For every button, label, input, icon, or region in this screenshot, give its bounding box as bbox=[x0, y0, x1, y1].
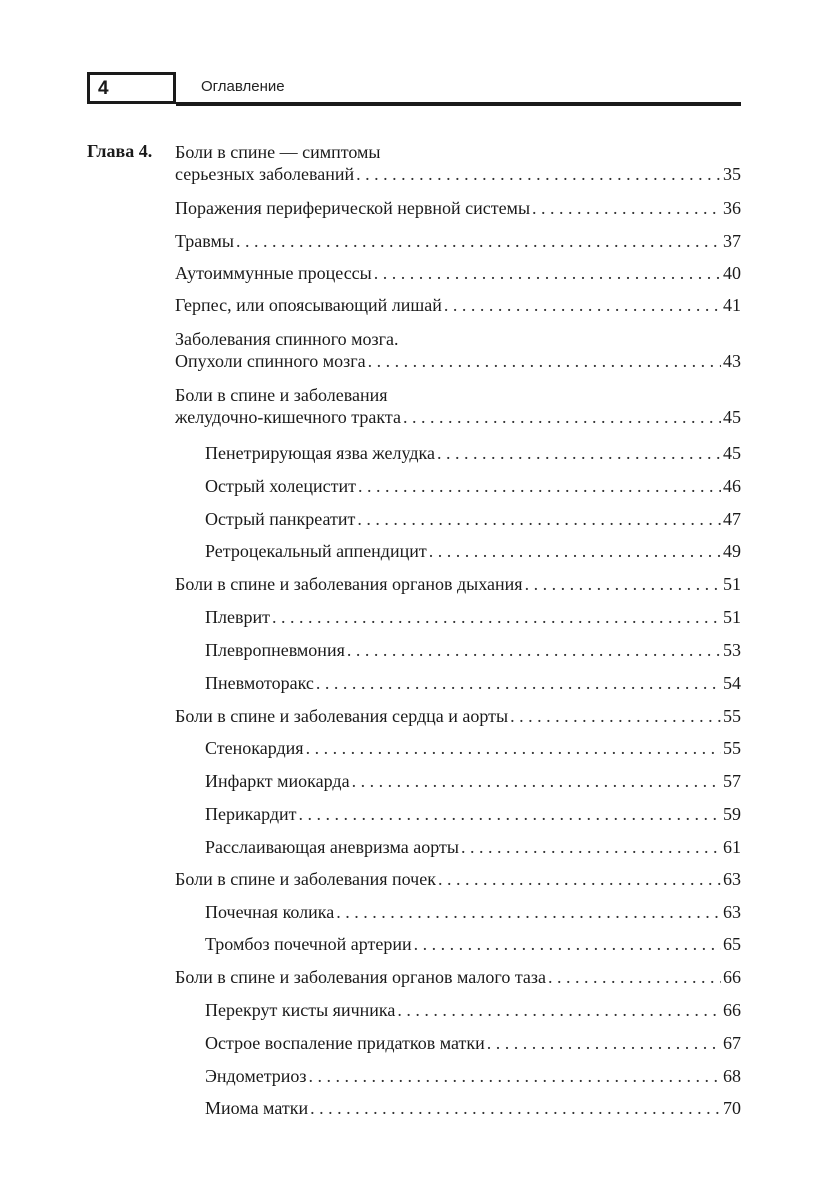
toc-entry-title: Боли в спине и заболевания органов дыхания bbox=[175, 574, 523, 594]
dot-leader bbox=[437, 442, 721, 464]
page-number: 4 bbox=[98, 78, 109, 99]
dot-leader bbox=[368, 350, 721, 372]
toc-subentry[interactable] bbox=[205, 901, 741, 923]
toc-entry-title: Острое воспаление придатков матки bbox=[205, 1033, 485, 1053]
toc-subentry[interactable] bbox=[205, 540, 741, 562]
toc-entry-page: 49 bbox=[723, 541, 741, 561]
toc-entry-title: Боли в спине и заболевания сердца и аорты bbox=[175, 706, 509, 726]
dot-leader bbox=[336, 901, 721, 923]
dot-leader bbox=[487, 1032, 721, 1054]
toc-entry-title: Миома матки bbox=[205, 1098, 309, 1118]
dot-leader bbox=[429, 540, 721, 562]
dot-leader bbox=[236, 230, 721, 252]
toc-entry-title: Почечная колика bbox=[205, 902, 335, 922]
toc-entry[interactable] bbox=[175, 966, 741, 988]
dot-leader bbox=[310, 1097, 721, 1119]
toc-entry-page: 55 bbox=[723, 706, 741, 726]
toc-entry-page: 35 bbox=[723, 164, 741, 184]
toc-subentry[interactable] bbox=[205, 475, 741, 497]
toc-entry-title: Герпес, или опоясывающий лишай bbox=[175, 295, 442, 315]
toc-entry-title: Пневмоторакс bbox=[205, 673, 314, 693]
toc-entry-title: Боли в спине и заболевания органов малого таза bbox=[175, 967, 547, 987]
dot-leader bbox=[461, 836, 721, 858]
toc-entry-page: 70 bbox=[723, 1098, 741, 1118]
dot-leader bbox=[352, 770, 721, 792]
toc-entry-first-line: Боли в спине и заболевания bbox=[175, 385, 388, 405]
toc-entry-page: 51 bbox=[723, 607, 741, 627]
toc-entry-page: 61 bbox=[723, 837, 741, 857]
toc-entry[interactable] bbox=[175, 573, 741, 595]
toc-entry-title: Тромбоз почечной артерии bbox=[205, 934, 412, 954]
toc-entry[interactable] bbox=[175, 705, 741, 727]
toc-entry-title: Травмы bbox=[175, 231, 234, 251]
toc-entry-page: 54 bbox=[723, 673, 741, 693]
toc-subentry[interactable] bbox=[205, 1065, 741, 1087]
dot-leader bbox=[357, 508, 721, 530]
toc-entry-title: Расслаивающая аневризма аорты bbox=[205, 837, 459, 857]
toc-entry-title: желудочно-кишечного тракта bbox=[175, 407, 401, 427]
toc-entry-page: 55 bbox=[723, 738, 741, 758]
dot-leader bbox=[374, 262, 721, 284]
toc-entry-page: 66 bbox=[723, 1000, 741, 1020]
toc-entry-title: Плеврит bbox=[205, 607, 270, 627]
toc-entry[interactable] bbox=[175, 868, 741, 890]
toc-entry-title: Острый панкреатит bbox=[205, 509, 356, 529]
dot-leader bbox=[438, 868, 721, 890]
toc-entry-title: Поражения периферической нервной системы bbox=[175, 198, 531, 218]
toc-entry-title: Опухоли спинного мозга bbox=[175, 351, 366, 371]
toc-entry-page: 46 bbox=[723, 476, 741, 496]
toc-entry-title: Эндометриоз bbox=[205, 1066, 307, 1086]
toc-entry-title: Острый холецистит bbox=[205, 476, 356, 496]
toc-entry-page: 67 bbox=[723, 1033, 741, 1053]
toc-entry-page: 43 bbox=[723, 351, 741, 371]
dot-leader bbox=[309, 1065, 721, 1087]
toc-entry-title: Плевропневмония bbox=[205, 640, 345, 660]
dot-leader bbox=[356, 163, 721, 185]
toc-entry[interactable] bbox=[175, 384, 741, 428]
toc-entry-page: 63 bbox=[723, 869, 741, 889]
dot-leader bbox=[414, 933, 721, 955]
dot-leader bbox=[397, 999, 721, 1021]
toc-entry-title: Аутоиммунные процессы bbox=[175, 263, 372, 283]
toc-entry-page: 66 bbox=[723, 967, 741, 987]
dot-leader bbox=[525, 573, 721, 595]
toc-subentry[interactable] bbox=[205, 1032, 741, 1054]
dot-leader bbox=[444, 294, 721, 316]
toc-subentry[interactable] bbox=[205, 803, 741, 825]
dot-leader bbox=[316, 672, 721, 694]
toc-entry-page: 37 bbox=[723, 231, 741, 251]
toc-entry-page: 41 bbox=[723, 295, 741, 315]
toc-entry-page: 65 bbox=[723, 934, 741, 954]
toc-entry-title: серьезных заболеваний bbox=[175, 164, 355, 184]
dot-leader bbox=[403, 406, 721, 428]
toc-entry-page: 51 bbox=[723, 574, 741, 594]
dot-leader bbox=[548, 966, 721, 988]
toc-entry-page: 45 bbox=[723, 407, 741, 427]
toc-subentry[interactable] bbox=[205, 508, 741, 530]
toc-entry-page: 63 bbox=[723, 902, 741, 922]
toc-entry-title: Боли в спине и заболевания почек bbox=[175, 869, 436, 889]
toc-subentry[interactable] bbox=[205, 1097, 741, 1119]
toc-entry-title: Стенокардия bbox=[205, 738, 304, 758]
toc-subentry[interactable] bbox=[205, 933, 741, 955]
toc-subentry[interactable] bbox=[205, 770, 741, 792]
toc-entry-page: 53 bbox=[723, 640, 741, 660]
toc-entry-title: Перикардит bbox=[205, 804, 297, 824]
toc-entry-page: 57 bbox=[723, 771, 741, 791]
toc-entry[interactable] bbox=[175, 197, 741, 219]
toc-subentry[interactable] bbox=[205, 999, 741, 1021]
toc-entry[interactable] bbox=[175, 230, 741, 252]
toc-entry-title: Пенетрирующая язва желудка bbox=[205, 443, 435, 463]
chapter-label: Глава 4. bbox=[87, 141, 153, 161]
dot-leader bbox=[306, 737, 721, 759]
dot-leader bbox=[299, 803, 721, 825]
toc-entry-title: Ретроцекальный аппендицит bbox=[205, 541, 427, 561]
toc-entry-page: 68 bbox=[723, 1066, 741, 1086]
toc-entry-first-line: Боли в спине — симптомы bbox=[175, 142, 381, 162]
dot-leader bbox=[510, 705, 721, 727]
dot-leader bbox=[272, 606, 721, 628]
dot-leader bbox=[358, 475, 721, 497]
toc-entry-page: 36 bbox=[723, 198, 741, 218]
toc-subentry[interactable] bbox=[205, 737, 741, 759]
running-title: Оглавление bbox=[201, 78, 285, 95]
toc-entry[interactable] bbox=[175, 141, 741, 185]
toc-entry-first-line: Заболевания спинного мозга. bbox=[175, 329, 399, 349]
toc-subentry[interactable] bbox=[205, 672, 741, 694]
toc-entry-page: 59 bbox=[723, 804, 741, 824]
toc-entry-page: 47 bbox=[723, 509, 741, 529]
dot-leader bbox=[532, 197, 721, 219]
toc-entry[interactable] bbox=[175, 262, 741, 284]
toc-entry-page: 40 bbox=[723, 263, 741, 283]
toc-subentry[interactable] bbox=[205, 442, 741, 464]
toc-subentry[interactable] bbox=[205, 836, 741, 858]
toc-entry-page: 45 bbox=[723, 443, 741, 463]
toc-subentry[interactable] bbox=[205, 639, 741, 661]
dot-leader bbox=[347, 639, 721, 661]
toc-entry[interactable] bbox=[175, 328, 741, 372]
toc-entry[interactable] bbox=[175, 294, 741, 316]
toc-entry-title: Инфаркт миокарда bbox=[205, 771, 350, 791]
toc-entry-title: Перекрут кисты яичника bbox=[205, 1000, 396, 1020]
toc-subentry[interactable] bbox=[205, 606, 741, 628]
